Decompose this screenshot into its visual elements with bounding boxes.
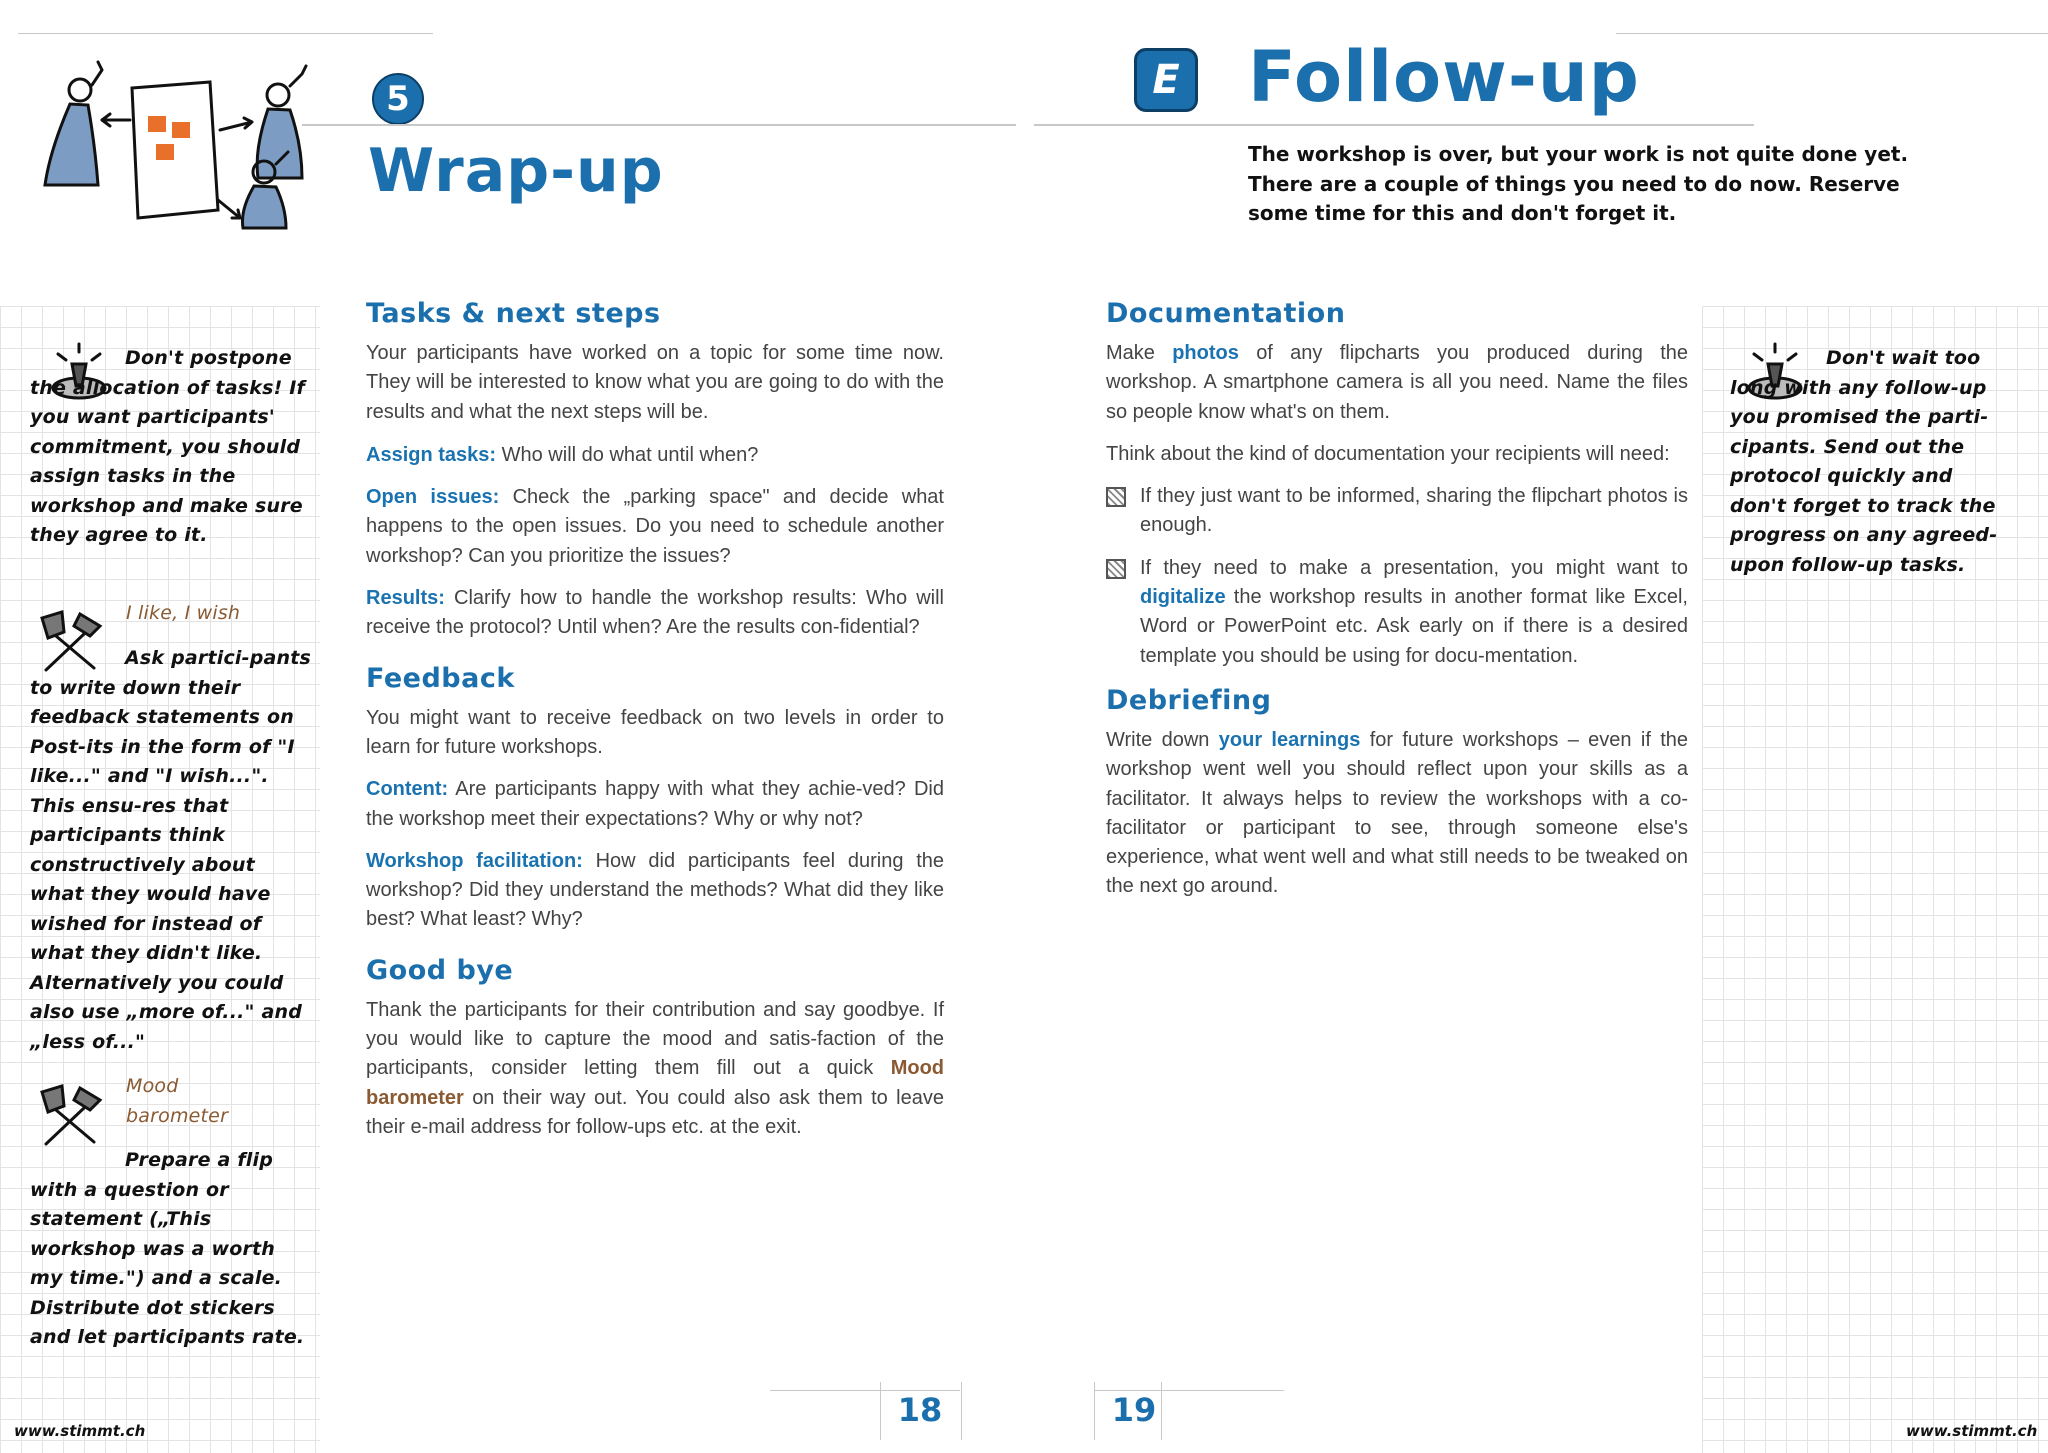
bullet-item-2: [1106, 554, 1688, 671]
debrief-b: for future workshops – even if the workshop went well you should reflect upon your skills as a facilitator. It always helps to review the workshops with a co-facilitator or participant to see, through someone else's experience, what went well and what still needs to be tweaked on the next go around.: [1106, 728, 1689, 898]
debrief-keyword: your learnings: [1218, 728, 1361, 751]
top-rule-right: [1616, 33, 2048, 34]
goodbye-paragraph: [366, 996, 944, 1142]
open-label: Open issues:: [366, 486, 500, 509]
content-paragraph: [366, 775, 944, 834]
tasks-intro: Your participants have worked on a topic for some time now. They will be interested to know what you are going to do with the results and what the next steps will be.: [366, 342, 944, 423]
chapter-rule-right: [1034, 124, 1754, 126]
sticky-note-2: [172, 122, 190, 138]
hatched-box-icon: [1106, 559, 1126, 579]
open-text: Check the „parking space" and decide what happens to the open issues. Do you need to schedule another workshop? Can you prioritize the issues?: [366, 486, 944, 567]
chapter-letter-badge: [1134, 48, 1198, 112]
doc-p1-b: of any flipcharts you produced during the workshop. A smartphone camera is all you need. Name the files so people know what's on them.: [1106, 342, 1689, 423]
assign-label: Assign tasks:: [366, 443, 497, 466]
chapter-letter: E: [1152, 57, 1180, 103]
doc-p1-a: Make: [1106, 342, 1155, 364]
doc-paragraph-2: Think about the kind of documentation your recipients will need:: [1106, 442, 1670, 465]
doc-p1-keyword: photos: [1172, 342, 1239, 364]
page-number-right: 19: [1111, 1391, 1157, 1429]
documentation-heading: Documentation: [1106, 298, 1346, 329]
bullet-item-1: [1106, 482, 1688, 541]
results-label: Results:: [366, 587, 445, 610]
tip-text: Don't postpone the allocation of tasks! If you want participants' commitment, you should assign tasks in the workshop and make sure they agree to it.: [30, 347, 305, 546]
tool1-title: [126, 599, 240, 629]
open-paragraph: [366, 483, 944, 571]
goodbye-text-1: Thank the participants for their contribution and say goodbye. If you would like to capture the mood and satis-faction of the participants, consider letting them fill out a quick: [366, 998, 944, 1080]
sticky-note-1: [148, 116, 166, 132]
chapter-rule-left: [302, 124, 1016, 126]
debriefing-heading: Debriefing: [1106, 684, 1272, 716]
assign-paragraph: [366, 441, 944, 470]
chapter-number: 5: [386, 79, 410, 119]
followup-title: Follow-up: [1248, 36, 1640, 118]
assign-text: Who will do what until when?: [501, 443, 759, 466]
bullet-2-b: the workshop results in another format like Excel, Word or PowerPoint etc. Ask early on if there is a desired template you should be using for docu-mentation.: [1140, 586, 1688, 667]
feedback-intro: You might want to receive feedback on two levels in order to learn for future workshops.: [366, 706, 944, 758]
tool2-title: [126, 1072, 276, 1131]
bullet-1-text: If they just want to be informed, sharing the flipchart photos is enough.: [1140, 485, 1688, 537]
tool1-title-text: I like, I wish: [126, 602, 241, 624]
left-column: [366, 298, 944, 1155]
bullet-2-text: [1140, 554, 1688, 671]
results-paragraph: [366, 584, 944, 643]
right-column: [1106, 298, 1688, 915]
content-label: Content:: [366, 778, 449, 801]
footer-url-right: www.stimmt.ch: [1906, 1422, 2038, 1440]
content-text: Are participants happy with what they achie-ved? Did the workshop meet their expectations? Why or why not?: [366, 778, 944, 830]
tool1-text: Ask partici-pants to write down their feedback statements on Post-its in the form of "I like..." and "I wish...". This ensu-res that participants think constructively about what they would have wished for instead of what they didn't like. Alternatively you could also use „more of..." and „less of...": [30, 647, 312, 1053]
tool2-title-text: Mood barometer: [126, 1075, 229, 1127]
facilitation-paragraph: [366, 847, 944, 935]
footer-url-left: www.stimmt.ch: [14, 1422, 146, 1440]
debrief-paragraph: [1106, 726, 1688, 902]
tasks-heading: Tasks & next steps: [366, 298, 661, 329]
goodbye-keyword: Mood barometer: [366, 1057, 944, 1109]
goodbye-heading: Good bye: [366, 954, 514, 986]
hatched-box-icon: [1106, 487, 1126, 507]
doc-paragraph-1: [1106, 339, 1688, 427]
followup-intro: The workshop is over, but your work is not quite done yet. There are a couple of things you need to do now. Reserve some time for this and don't forget it.: [1248, 142, 1909, 225]
sticky-note-3: [156, 144, 174, 160]
people-flipchart-illustration: [40, 60, 320, 230]
top-rule-left: [18, 33, 433, 34]
results-text: Clarify how to handle the workshop results: Who will receive the protocol? Until when? Are the results con-fidential?: [366, 587, 944, 639]
goodbye-text-2: on their way out. You could also ask them to leave their e-mail address for follow-ups etc. at the exit.: [366, 1086, 944, 1138]
page-number-left: 18: [897, 1391, 943, 1429]
feedback-heading: Feedback: [366, 662, 515, 694]
chapter-title: Wrap-up: [368, 136, 664, 206]
tool2-text: Prepare a flip with a question or statement („This workshop was a worth my time.") and a scale. Distribute dot stickers and let participants rate.: [30, 1149, 305, 1348]
facilitation-label: Workshop facilitation:: [366, 849, 583, 872]
facilitation-text: How did participants feel during the workshop? Did they understand the methods? What did they like best? What least? Why?: [366, 849, 945, 931]
tools-icon-2: [34, 1082, 108, 1148]
bullet-2-a: If they need to make a presentation, you might want to: [1140, 556, 1688, 579]
bullet-2-keyword: digitalize: [1140, 586, 1226, 609]
chapter-number-badge: [372, 73, 424, 125]
debrief-a: Write down: [1106, 728, 1210, 751]
right-tip-text: Don't wait too long with any follow-up you promised the parti-cipants. Send out the protocol quickly and don't forget to track the progress on any agreed-upon follow-up tasks.: [1730, 347, 1998, 576]
